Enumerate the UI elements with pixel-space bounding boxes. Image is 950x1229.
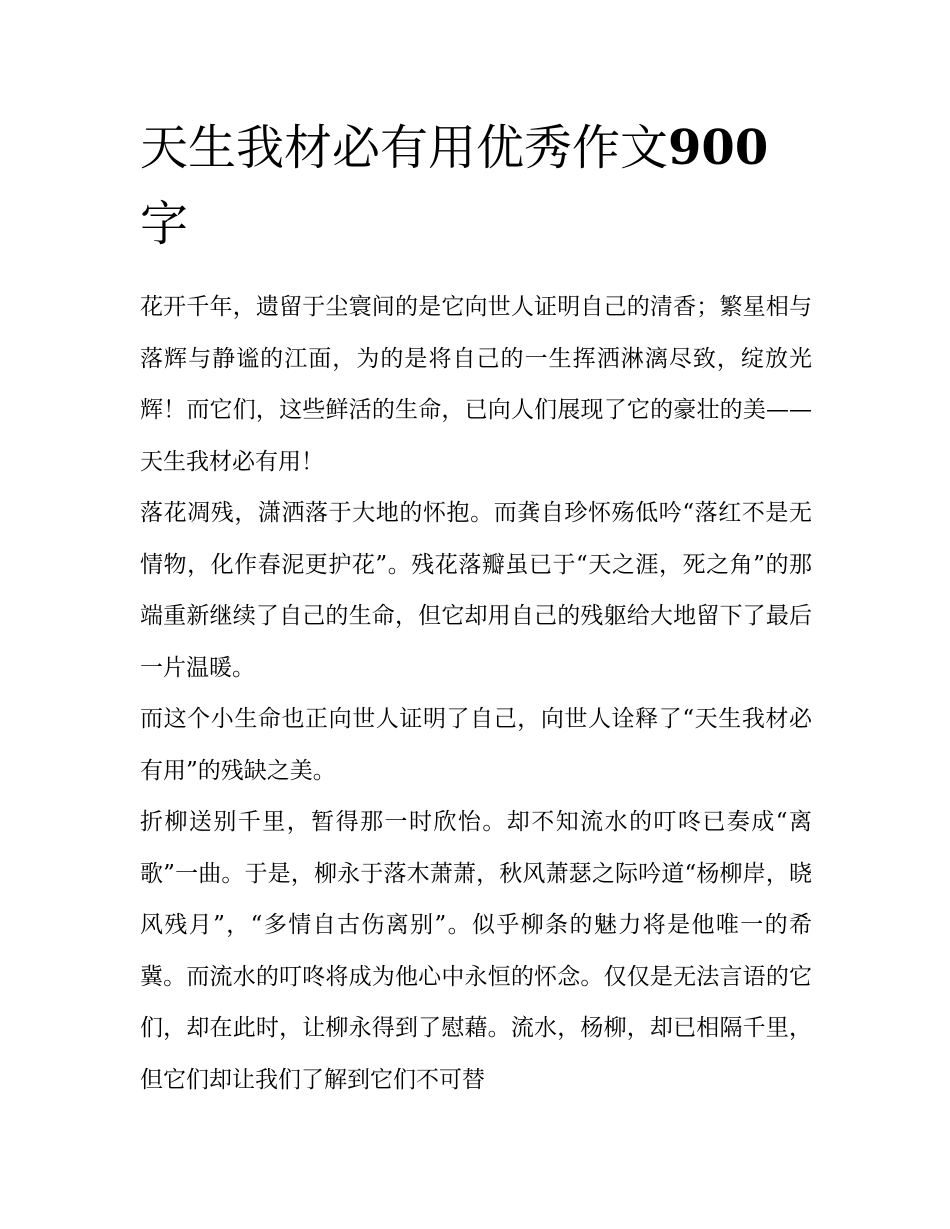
title-number: 900 bbox=[668, 120, 769, 176]
document-title bbox=[140, 110, 812, 262]
paragraph-4: 折柳送别千里，暂得那一时欣怡。却不知流水的叮咚已奏成“离歌”一曲。于是，柳永于落木萧萧，秋风萧瑟之际吟道“杨柳岸，晓风残月”，“多情自古伤离别”。似乎柳条的魅力将是他唯一的希冀。而流水的叮咚将成为他心中永恒的怀念。仅仅是无法言语的它们，却在此时，让柳永得到了慰藉。流水，杨柳，却已相隔千里，但它们却让我们了解到它们不可替 bbox=[140, 809, 812, 1093]
paragraph-2: 落花凋残，潇洒落于大地的怀抱。而龚自珍怀殇低吟“落红不是无情物，化作春泥更护花”。残花落瓣虽已于“天之涯，死之角”的那端重新继续了自己的生命，但它却用自己的残躯给大地留下了最后一片温暖。 bbox=[140, 500, 812, 681]
title-text: 天生我材必有用优秀作文 bbox=[140, 120, 669, 176]
document-page bbox=[140, 110, 812, 1106]
title-suffix: 字 bbox=[140, 196, 189, 252]
paragraph-3: 而这个小生命也正向世人证明了自己，向世人诠释了“天生我材必有用”的残缺之美。 bbox=[140, 706, 812, 784]
paragraph-1: 花开千年，遗留于尘寰间的是它向世人证明自己的清香；繁星相与落辉与静谧的江面，为的是将自己的一生挥洒淋漓尽致，绽放光辉！而它们，这些鲜活的生命，已向人们展现了它的豪壮的美——天生我材必有用！ bbox=[140, 294, 812, 475]
